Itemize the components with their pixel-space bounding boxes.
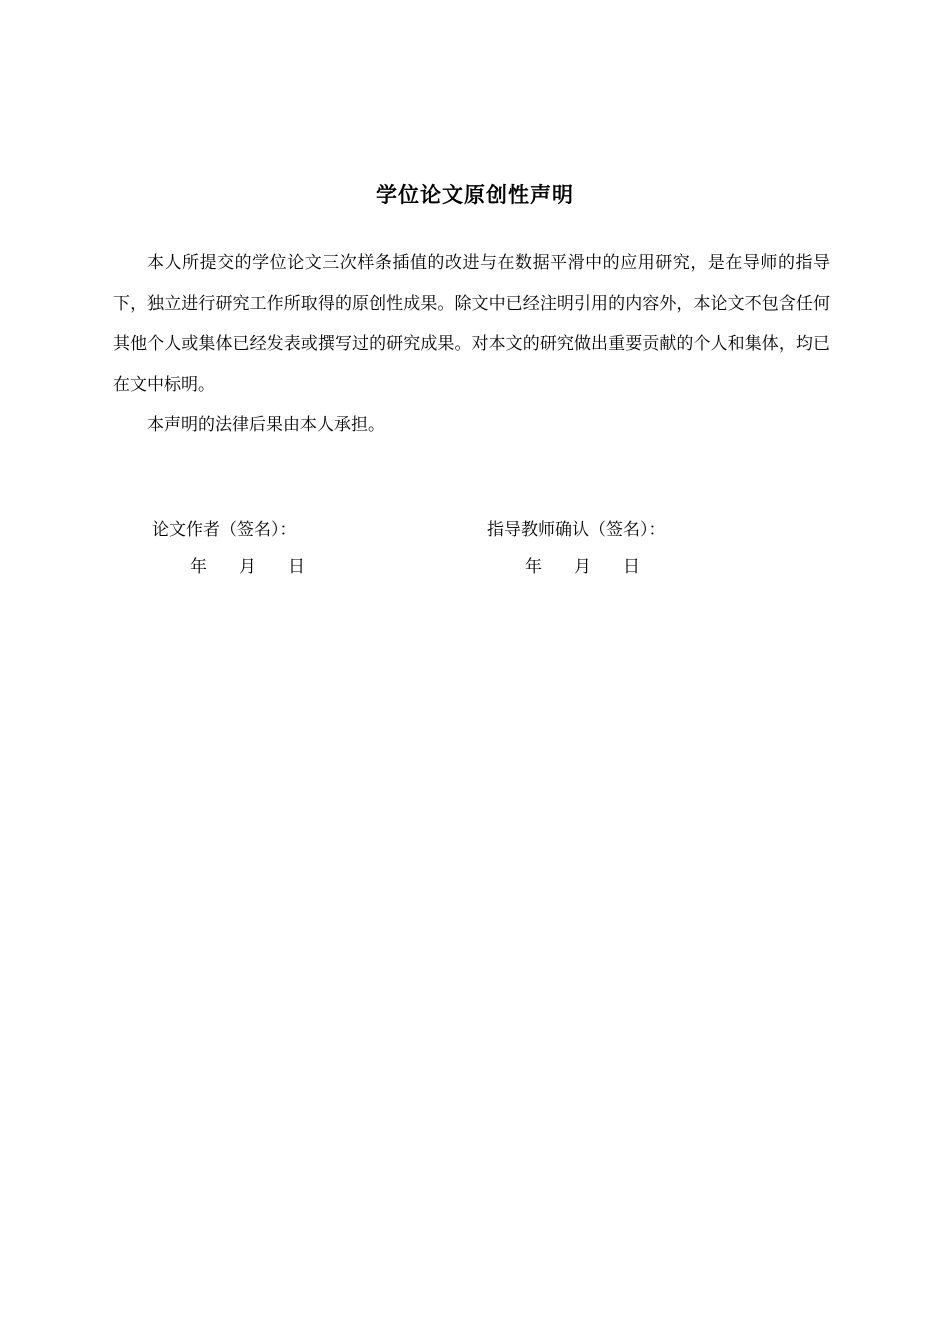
year-label: 年	[525, 557, 542, 577]
advisor-signature-label: 指导教师确认（签名）：	[487, 520, 666, 540]
page-title: 学位论文原创性声明	[376, 183, 574, 207]
year-label: 年	[190, 557, 207, 577]
month-label: 月	[239, 557, 256, 577]
advisor-date-line	[525, 554, 640, 580]
declaration-body	[113, 243, 830, 446]
author-signature-label: 论文作者（签名）：	[152, 520, 297, 540]
author-date-line	[190, 554, 305, 580]
declaration-paragraph: 本人所提交的学位论文三次样条插值的改进与在数据平滑中的应用研究，是在导师的指导下，独立进行研究工作所取得的原创性成果。除文中已经注明引用的内容外，本论文不包含任何其他个人或集体已经发表或撰写过的研究成果。对本文的研究做出重要贡献的个人和集体，均已在文中标明。	[113, 253, 830, 395]
legal-responsibility-paragraph: 本声明的法律后果由本人承担。	[147, 415, 385, 435]
day-label: 日	[623, 557, 640, 577]
day-label: 日	[288, 557, 305, 577]
month-label: 月	[574, 557, 591, 577]
